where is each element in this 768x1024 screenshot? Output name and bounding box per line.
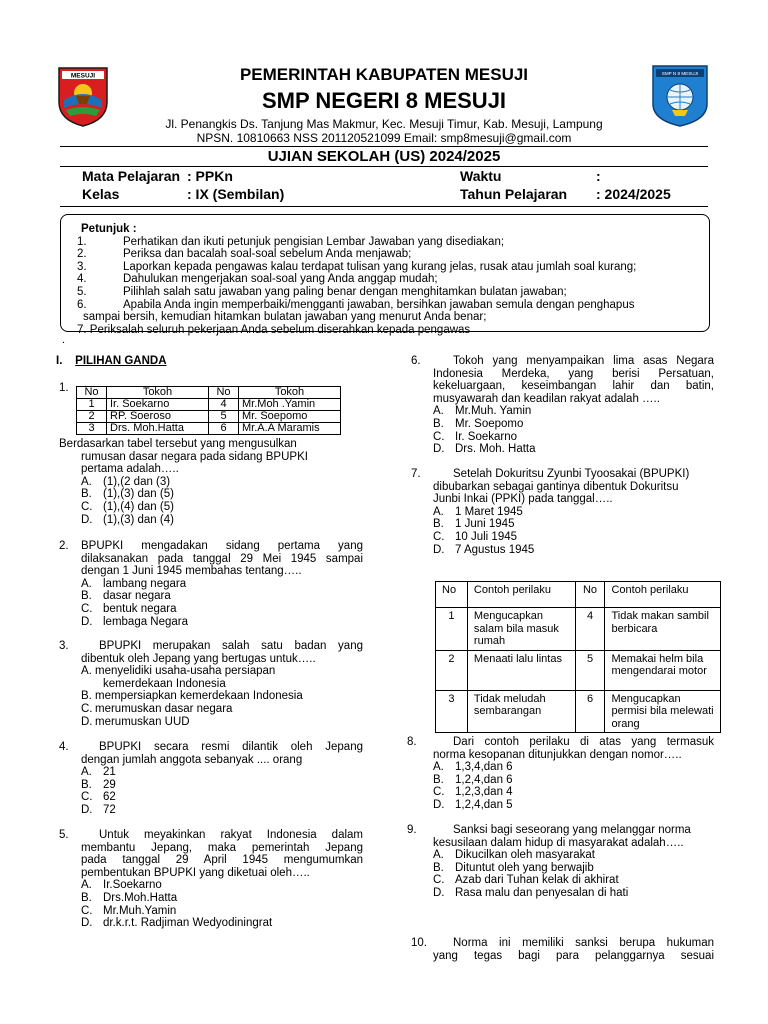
table-row: 1 Mengucapkan salam bila masuk rumah 4 Tidak makan sambil berbicara (436, 608, 721, 651)
answer-option[interactable]: A. (1),(2 dan (3) (81, 475, 171, 488)
question-number: 1. (59, 382, 69, 394)
subject-label: Mata Pelajaran (82, 168, 181, 184)
answer-option[interactable]: B. dasar negara (81, 590, 171, 603)
answer-option[interactable]: C. 1,2,3,dan 4 (433, 786, 513, 799)
answer-option[interactable]: C. bentuk negara (81, 602, 177, 615)
question-number: 6. (411, 355, 421, 367)
answer-option[interactable]: C. 62 (81, 791, 116, 804)
answer-option[interactable]: D. dr.k.r.t. Radjiman Wedyodiningrat (81, 917, 273, 930)
question-number: 5. (59, 829, 69, 841)
year-label: Tahun Pelajaran (460, 186, 568, 202)
answer-option[interactable]: D. Rasa malu dan penyesalan di hati (433, 886, 629, 899)
question-1: Berdasarkan tabel tersebut yang mengusulkan rumusan dasar negara pada sidang BPUPKI pertama adalah….. A. (1),(2 dan (3) B. (1),(3) dan (5) C. (1),(4) dan (5) D. (1),(3) dan (4) (59, 438, 369, 526)
question-number: 2. (59, 540, 69, 552)
class-value: : IX (Sembilan) (187, 186, 285, 202)
answer-option[interactable]: A. Mr.Muh. Yamin (433, 405, 532, 418)
instruction-item: 2. Periksa dan bacalah soal-soal sebelum Anda menjawab; (77, 248, 412, 261)
answer-option[interactable]: D. merumuskan UUD (81, 715, 190, 728)
title-divider (60, 166, 708, 167)
question-7: Setelah Dokuritsu Zyunbi Tyoosakai (BPUPKI) dibubarkan sebagai gantinya dibentuk Dokuritsu Junbi Inkai (PPKI) pada tanggal….. A. 1 Maret 1945 B. 1 Juni 1945 C. 10 Juli 1945 D. 7 Agustus 1945 (433, 468, 714, 556)
question-3: BPUPKI merupakan salah satu badan yang dibentuk oleh Jepang yang bertugas untuk….. A. menyelidiki usaha-usaha persiapan kemerdekaan Indonesia B. mempersiapkan kemerdekaan Indonesia C. merumuskan dasar negara D. merumuskan UUD (81, 640, 363, 728)
answer-option[interactable]: D. 72 (81, 803, 116, 816)
tokoh-table: No Tokoh No Tokoh 1 Ir. Soekarno 4 Mr.Moh .Yamin 2 RP. Soeroso 5 Mr. Soepomo 3 Drs. Moh.Hatta 6 Mr.A.A Maramis (76, 386, 341, 435)
table-row: 2 Menaati lalu lintas 5 Memakai helm bila mengendarai motor (436, 650, 721, 690)
question-number: 9. (407, 824, 417, 836)
answer-option[interactable]: B. (1),(3) dan (5) (81, 488, 174, 501)
question-9: Sanksi bagi seseorang yang melanggar norma kesusilaan dalam hidup di masyarakat adalah….. A. Dikucilkan oleh masyarakat B. Dituntut oleh yang berwajib C. Azab dari Tuhan kelak di akhirat D. Rasa malu dan penyesalan di hati (433, 824, 714, 900)
emblem-label: MESUJI (70, 72, 96, 80)
answer-option[interactable]: A. lambang negara (81, 577, 187, 590)
question-number: 7. (411, 468, 421, 480)
answer-option[interactable]: B. 1 Juni 1945 (433, 518, 515, 531)
subject-value: : PPKn (187, 168, 233, 184)
header-divider (60, 146, 708, 147)
answer-option[interactable]: C. 10 Juli 1945 (433, 530, 518, 543)
table-row: 2 RP. Soeroso 5 Mr. Soepomo (77, 411, 341, 423)
time-label: Waktu (460, 168, 502, 184)
school-emblem-label: SMP N 8 MESUJI (661, 71, 699, 77)
table-row: 3 Drs. Moh.Hatta 6 Mr.A.A Maramis (77, 423, 341, 435)
question-number: 10. (411, 937, 427, 949)
class-label: Kelas (82, 186, 120, 202)
answer-option[interactable]: A. 21 (81, 766, 116, 779)
instructions-box (60, 214, 710, 336)
question-2: BPUPKI mengadakan sidang pertama yang dilaksanakan pada tanggal 29 Mei 1945 sampai dengan 1 Juni 1945 membahas tentang….. A. lambang negara B. dasar negara C. bentuk negara D. lembaga Negara (81, 540, 363, 628)
answer-option[interactable]: C. merumuskan dasar negara (81, 702, 233, 715)
school-name: SMP NEGERI 8 MESUJI (261, 88, 507, 113)
info-divider (60, 206, 708, 207)
question-number: 8. (407, 736, 417, 748)
answer-option[interactable]: B. Drs.Moh.Hatta (81, 891, 178, 904)
table-row: 1 Ir. Soekarno 4 Mr.Moh .Yamin (77, 399, 341, 411)
instruction-item-7: 7. Periksalah seluruh pekerjaan Anda sebelum diserahkan kepada pengawas (77, 323, 471, 336)
answer-option[interactable]: B. mempersiapkan kemerdekaan Indonesia (81, 690, 303, 703)
instruction-item: 4. Dahulukan mengerjakan soal-soal yang Anda anggap mudah; (77, 273, 438, 286)
question-8: Dari contoh perilaku di atas yang termasuk norma kesopanan ditunjukkan dengan nomor….. A. 1,3,4,dan 6 B. 1,2,4,dan 6 C. 1,2,3,dan 4 D. 1,2,4,dan 5 (433, 736, 714, 811)
instruction-item: 5. Pilihlah salah satu jawaban yang paling benar dengan menghitamkan bulatan jawaban; (77, 285, 567, 298)
answer-option[interactable]: B. Mr. Soepomo (433, 417, 524, 430)
answer-option[interactable]: D. lembaga Negara (81, 615, 189, 628)
answer-option[interactable]: B. 29 (81, 778, 116, 791)
question-10: Norma ini memiliki sanksi berupa hukuman yang tegas bagi para pelanggarnya sesuai (433, 937, 714, 962)
answer-option[interactable]: A. Dikucilkan oleh masyarakat (433, 849, 595, 862)
answer-option[interactable]: D. (1),(3) dan (4) (81, 513, 174, 526)
question-number: 3. (59, 640, 69, 652)
answer-option[interactable]: B. 1,2,4,dan 6 (433, 773, 513, 786)
answer-option[interactable]: A. 1,3,4,dan 6 (433, 761, 513, 774)
school-contact: NPSN. 10810663 NSS 201120521099 Email: smp8mesuji@gmail.com (196, 131, 572, 145)
answer-option[interactable]: D. Drs. Moh. Hatta (433, 443, 536, 456)
instruction-item: 6. Apabila Anda ingin memperbaiki/mengganti jawaban, bersihkan jawaban semula dengan penghapus (77, 298, 635, 311)
question-5: Untuk meyakinkan rakyat Indonesia dalam membantu Jepang, maka pemerintah Jepang pada tanggal 29 April 1945 mengumumkan pembentukan BPUPKI yang diketuai oleh….. A. Ir.Soekarno B. Drs.Moh.Hatta C. Mr.Muh.Yamin D. dr.k.r.t. Radjiman Wedyodiningrat (81, 829, 363, 930)
time-value: : (596, 168, 601, 184)
school-address: Jl. Penangkis Ds. Tanjung Mas Makmur, Kec. Mesuji Timur, Kab. Mesuji, Lampung (165, 117, 603, 131)
instructions-title: Petunjuk : (81, 223, 137, 235)
answer-option[interactable]: B. Dituntut oleh yang berwajib (433, 861, 594, 874)
answer-option[interactable]: D. 7 Agustus 1945 (433, 543, 535, 556)
answer-option[interactable]: C. Mr.Muh.Yamin (81, 904, 177, 917)
instruction-item: 1. Perhatikan dan ikuti petunjuk pengisian Lembar Jawaban yang disediakan; (77, 235, 505, 248)
question-6: Tokoh yang menyampaikan lima asas Negara Indonesia Merdeka, yang berisi Persatuan, kekeluargaan, keseimbangan lahir dan batin, musyawarah dan keadilan rakyat adalah ….. A. Mr.Muh. Yamin B. Mr. Soepomo C. Ir. Soekarno D. Drs. Moh. Hatta (433, 355, 714, 456)
question-4: BPUPKI secara resmi dilantik oleh Jepang dengan jumlah anggota sebanyak .... orang A. 21 B. 29 C. 62 D. 72 (81, 741, 363, 816)
year-value: : 2024/2025 (596, 186, 671, 202)
instruction-item: 3. Laporkan kepada pengawas kalau terdapat tulisan yang kurang jelas, rusak atau jumlah soal kurang; (77, 260, 637, 273)
answer-option[interactable]: C. Ir. Soekarno (433, 430, 518, 443)
answer-option[interactable]: C. Azab dari Tuhan kelak di akhirat (433, 874, 619, 887)
table-row: 3 Tidak meludah sembarangan 6 Mengucapkan permisi bila melewati orang (436, 690, 721, 733)
stray-dot: . (62, 334, 66, 346)
instruction-item-cont: sampai bersih, kemudian hitamkan bulatan jawaban yang menurut Anda benar; (83, 311, 487, 324)
answer-option-cont: kemerdekaan Indonesia (103, 677, 226, 690)
answer-option[interactable]: A. 1 Maret 1945 (433, 505, 523, 518)
section-heading: I. PILIHAN GANDA (56, 355, 167, 367)
question-number: 4. (59, 741, 69, 753)
answer-option[interactable]: C. (1),(4) dan (5) (81, 500, 174, 513)
answer-option[interactable]: A. Ir.Soekarno (81, 879, 162, 892)
answer-option[interactable]: D. 1,2,4,dan 5 (433, 798, 513, 811)
answer-option[interactable]: A. menyelidiki usaha-usaha persiapan (81, 665, 276, 678)
behavior-table: No Contoh perilaku No Contoh perilaku 1 Mengucapkan salam bila masuk rumah 4 Tidak makan sambil berbicara 2 Menaati lalu lintas 5 Memakai helm bila mengendarai motor 3 Tidak meludah sembarangan 6 Mengucapkan permisi bila melewati orang (435, 581, 721, 733)
government-name: PEMERINTAH KABUPATEN MESUJI (239, 65, 529, 84)
exam-title: UJIAN SEKOLAH (US) 2024/2025 (267, 148, 501, 165)
left-column (56, 355, 368, 368)
